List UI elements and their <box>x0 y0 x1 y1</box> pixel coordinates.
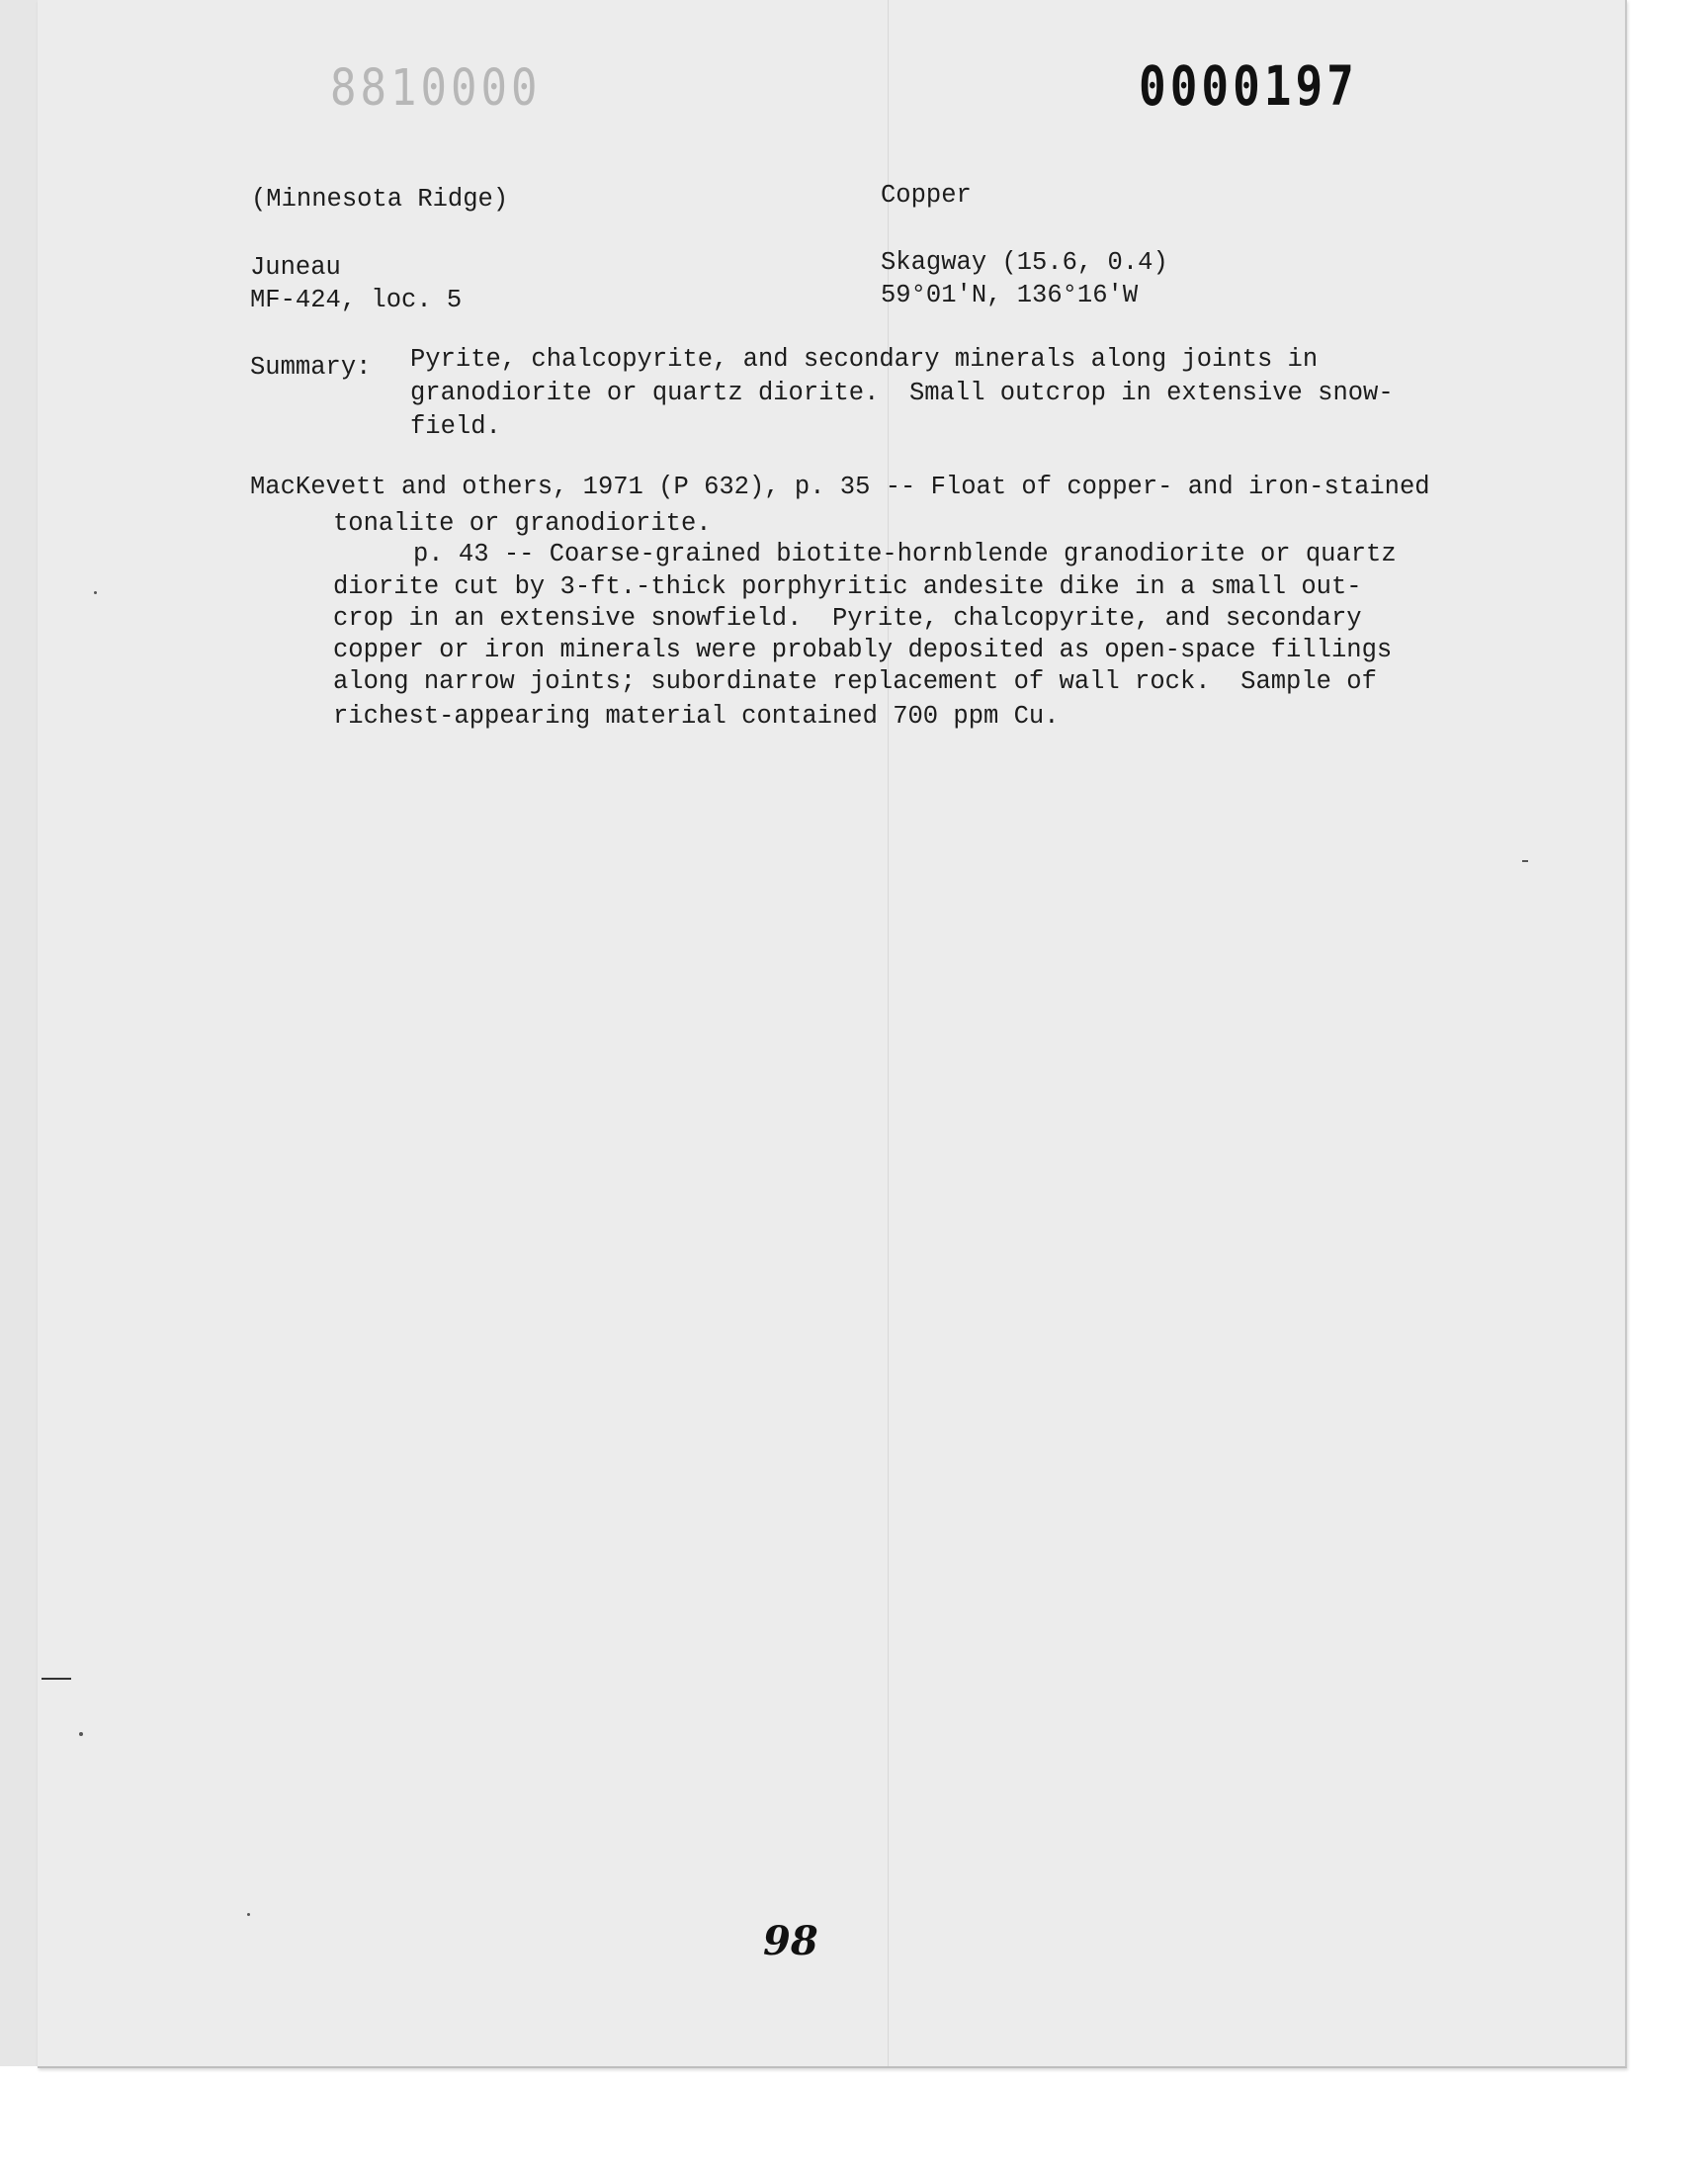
record-number-stamp: 0000197 <box>1139 53 1358 119</box>
speck <box>1522 860 1528 862</box>
reference-line: along narrow joints; subordinate replacement of wall rock. Sample of <box>333 667 1377 696</box>
reference-line: copper or iron minerals were probably deposited as open-space fillings <box>333 636 1393 664</box>
reference-line: richest-appearing material contained 700 ppm Cu. <box>333 702 1060 731</box>
margin-mark <box>42 1678 71 1680</box>
quadrangle: Skagway (15.6, 0.4) <box>881 248 1168 277</box>
page-margin <box>0 0 38 2066</box>
summary-line: Pyrite, chalcopyrite, and secondary minerals along joints in <box>410 345 1319 374</box>
summary-label: Summary: <box>250 353 372 382</box>
district: Juneau <box>250 253 341 282</box>
speck <box>247 1913 250 1916</box>
coordinates: 59°01'N, 136°16'W <box>881 281 1139 309</box>
speck <box>79 1732 83 1736</box>
commodity: Copper <box>881 181 972 210</box>
reference-line: diorite cut by 3-ft.-thick porphyritic andesite dike in a small out- <box>333 572 1362 601</box>
map-reference: MF-424, loc. 5 <box>250 286 463 314</box>
reference-line: tonalite or granodiorite. <box>333 509 712 538</box>
reference-line: p. 43 -- Coarse-grained biotite-hornblende granodiorite or quartz <box>413 540 1397 568</box>
summary-line: granodiorite or quartz diorite. Small outcrop in extensive snow- <box>410 379 1394 407</box>
reference-line: crop in an extensive snowfield. Pyrite, chalcopyrite, and secondary <box>333 604 1362 633</box>
handwritten-page-number: 98 <box>763 1918 818 1964</box>
speck <box>94 591 97 594</box>
reference-citation: MacKevett and others, 1971 (P 632), p. 35 -- Float of copper- and iron-stained <box>250 473 1430 501</box>
locality-name: (Minnesota Ridge) <box>251 185 509 214</box>
faded-stamp-number: 8810000 <box>330 59 542 118</box>
summary-line: field. <box>410 412 501 441</box>
